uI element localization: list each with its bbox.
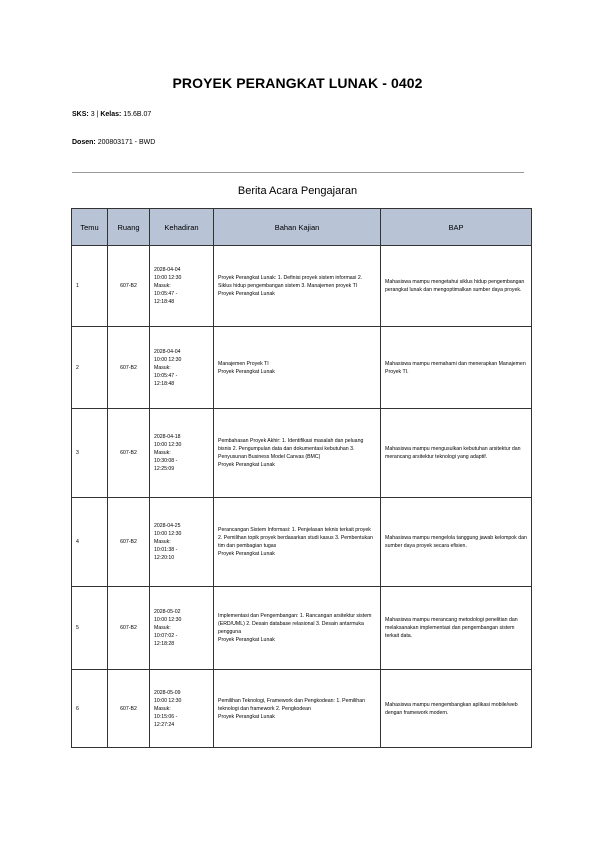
cell-bap: Mahasiswa mampu mengusulkan kebutuhan arsitektur dan merancang arsitektur teknologi yang adaptif. xyxy=(381,409,532,498)
cell-bahan-kajian: Pemilihan Teknologi, Framework dan Pengkodean: 1. Pemilihan teknologi dan framework 2. Pengkodean Proyek Perangkat Lunak xyxy=(214,670,381,748)
column-header-bahan-kajian: Bahan Kajian xyxy=(214,209,381,246)
meta-separator: | xyxy=(96,111,99,118)
cell-kehadiran: 2028-04-04 10:00 12:30 Masuk: 10:05:47 - 12:18:48 xyxy=(150,327,214,409)
cell-bahan-kajian: Pembahasan Proyek Akhir: 1. Identifikasi masalah dan peluang bisnis 2. Pengumpulan data dan dokumentasi kebutuhan 3. Penyusunan Business Model Canvas (BMC) Proyek Perangkat Lunak xyxy=(214,409,381,498)
cell-temu: 1 xyxy=(72,246,108,327)
cell-bap: Mahasiswa mampu merancang metodologi penelitian dan melaksanakan implementasi dan pengembangan sistem terkait data. xyxy=(381,587,532,670)
table-row xyxy=(72,409,532,498)
kelas-label: Kelas: xyxy=(100,111,122,118)
column-header-kehadiran: Kehadiran xyxy=(150,209,214,246)
cell-bap: Mahasiswa mampu mengetahui siklus hidup pengembangan perangkat lunak dan mengoptimalkan sumber daya proyek. xyxy=(381,246,532,327)
cell-temu: 6 xyxy=(72,670,108,748)
table-header-row xyxy=(72,209,532,246)
cell-ruang: 607-B2 xyxy=(108,327,150,409)
cell-bap: Mahasiswa mampu mengembangkan aplikasi mobile/web dengan framework modern. xyxy=(381,670,532,748)
cell-temu: 5 xyxy=(72,587,108,670)
cell-bahan-kajian: Proyek Perangkat Lunak: 1. Definisi proyek sistem informasi 2. Siklus hidup pengembangan sistem 3. Manajemen proyek TI Proyek Perangkat Lunak xyxy=(214,246,381,327)
cell-temu: 2 xyxy=(72,327,108,409)
cell-kehadiran: 2028-05-09 10:00 12:30 Masuk: 10:15:06 - 12:27:24 xyxy=(150,670,214,748)
cell-bahan-kajian: Implementasi dan Pengembangan: 1. Rancangan arsitektur sistem (ERD/UML) 2. Desain database relasional 3. Desain antarmuka pengguna Proyek Perangkat Lunak xyxy=(214,587,381,670)
cell-ruang: 607-B2 xyxy=(108,409,150,498)
dosen-value: 200803171 - BWD xyxy=(97,139,156,146)
section-title: Berita Acara Pengajaran xyxy=(237,185,358,197)
cell-ruang: 607-B2 xyxy=(108,498,150,587)
sks-label: SKS: xyxy=(72,111,89,118)
table-row xyxy=(72,498,532,587)
cell-bap: Mahasiswa mampu memahami dan menerapkan Manajemen Proyek TI. xyxy=(381,327,532,409)
horizontal-divider xyxy=(72,172,524,173)
cell-kehadiran: 2028-04-25 10:00 12:30 Masuk: 10:01:38 - 12:20:10 xyxy=(150,498,214,587)
cell-bahan-kajian: Manajemen Proyek TI Proyek Perangkat Lunak xyxy=(214,327,381,409)
cell-temu: 4 xyxy=(72,498,108,587)
table-row xyxy=(72,587,532,670)
teaching-report-table xyxy=(71,208,532,748)
table-row xyxy=(72,327,532,409)
cell-temu: 3 xyxy=(72,409,108,498)
cell-bap: Mahasiswa mampu mengelola tanggung jawab kelompok dan sumber daya proyek secara efisien. xyxy=(381,498,532,587)
cell-kehadiran: 2028-04-04 10:00 12:30 Masuk: 10:05:47 - 12:18:48 xyxy=(150,246,214,327)
cell-ruang: 607-B2 xyxy=(108,587,150,670)
column-header-bap: BAP xyxy=(381,209,532,246)
page-title: PROYEK PERANGKAT LUNAK - 0402 xyxy=(172,75,423,91)
course-meta-line xyxy=(72,111,151,118)
lecturer-meta-line xyxy=(72,139,155,146)
table-row xyxy=(72,670,532,748)
cell-kehadiran: 2028-05-02 10:00 12:30 Masuk: 10:07:02 - 12:18:28 xyxy=(150,587,214,670)
cell-ruang: 607-B2 xyxy=(108,670,150,748)
cell-bahan-kajian: Perancangan Sistem Informasi: 1. Penjelasan teknis terkait proyek 2. Pemilihan topik proyek berdasarkan studi kasus 3. Pembentukan tim dan pembagian tugas Proyek Perangkat Lunak xyxy=(214,498,381,587)
cell-kehadiran: 2028-04-18 10:00 12:30 Masuk: 10:30:08 - 12:25:09 xyxy=(150,409,214,498)
cell-ruang: 607-B2 xyxy=(108,246,150,327)
column-header-temu: Temu xyxy=(72,209,108,246)
dosen-label: Dosen: xyxy=(72,139,96,146)
table-row xyxy=(72,246,532,327)
sks-value: 3 xyxy=(90,111,95,118)
kelas-value: 15.6B.07 xyxy=(123,111,152,118)
column-header-ruang: Ruang xyxy=(108,209,150,246)
